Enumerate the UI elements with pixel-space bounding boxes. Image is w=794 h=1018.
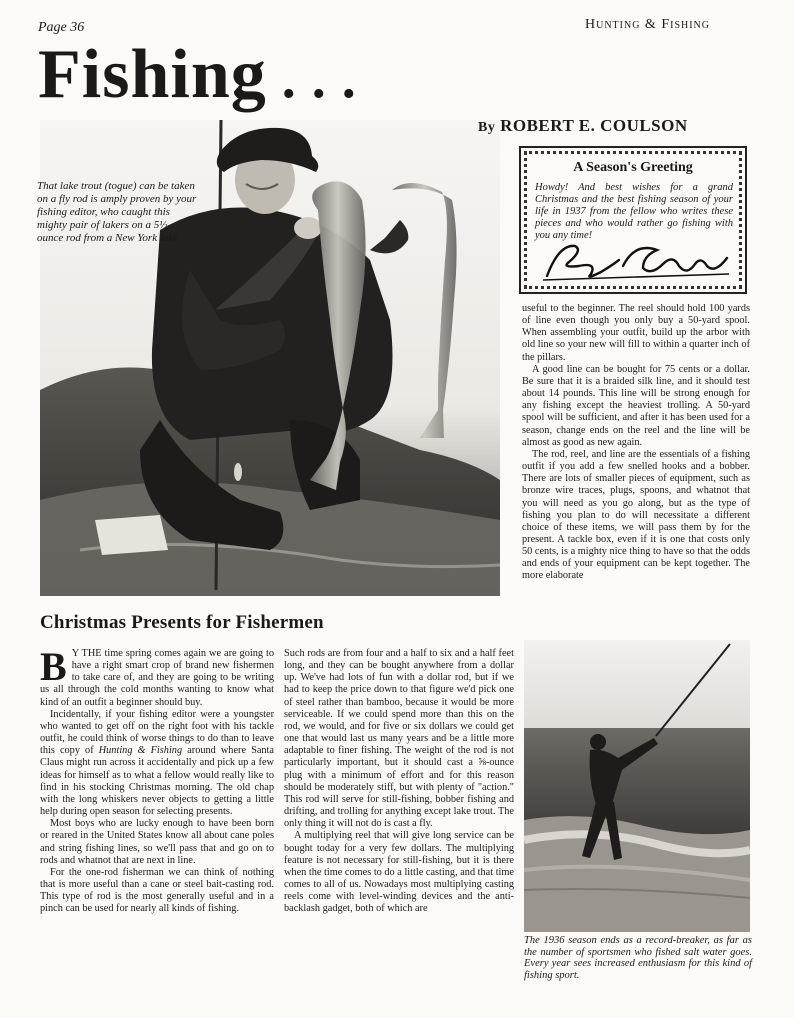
greeting-title: A Season's Greeting — [573, 160, 693, 175]
main-photo-caption: That lake trout (togue) can be taken on a fly rod is amply proven by your fishing editor, who caught this mighty pair of lakers on a 5½-ounce rod from a New York lake — [37, 180, 197, 244]
body-paragraph: A good line can be bought for 75 cents or a dollar. Be sure that it is a braided silk line, and it should test about 14 pounds. This line will be strong enough for any fishing except the heaviest trolling. A 50-yard spool will be sufficient, and after it has been used for a season, change ends on the reel and the line will be almost as good as new again. — [522, 363, 750, 448]
right-column-text — [522, 303, 750, 583]
beach-photo — [524, 640, 750, 932]
p2-text: Incidentally, if your fishing editor were a youngster who wanted to get off on the right foot with his tackle outfit, he could think of worse things to do than to leave this copy of — [40, 708, 274, 757]
middle-column-text — [284, 648, 514, 915]
p2-text-rest: around where Santa Claus might run across it accidentally and pick up a few ideas for himself as to what a fellow would really like to find in his stocking Christmas morning. The old chap with the long whiskers never objects to getting a little help during open season for selecting presents. — [40, 745, 274, 818]
body-paragraph — [40, 709, 274, 818]
lead-smallcaps: Y THE — [71, 648, 102, 659]
body-paragraph: The rod, reel, and line are the essentials of a fishing outfit if you add a few snelled hooks and a bobber. There are lots of smaller pieces of equipment, such as bronze wire traces, plugs, spoons, and whatnot that you will need as you go along, but as the type of fishing you plan to do will necessitate a different choice of these items, we will pass them by for the present. A tackle box, even if it is one that costs only 50 cents, is a mighty nice thing to have so that the odds and ends of your equipment can be kept together. The more elaborate — [522, 448, 750, 582]
article-title-word: Fishing — [38, 36, 267, 113]
byline-prefix: By — [478, 120, 496, 135]
body-paragraph: Such rods are from four and a half to six and a half feet long, and they can be bought anywhere from a dollar up. We've had lots of fun with a dollar rod, but if we had to keep the price down to that figure we'd pick one of steel rather than bamboo, because it would be more serviceable. If we could spend more than this on the rod, we would, and for five or six dollars we could get one that would last us many years and be a little more adaptable to finer fishing. The weight of the rod is not particularly important, but it should cast a ⅝-ounce plug with a minimum of effort and for this reason should be moderately stiff, but with plenty of "action." This rod will serve for still-fishing, bobber fishing and drifting, and trolling for anything except lake trout. The only thing it will not do is cast a fly. — [284, 648, 514, 830]
author-signature-icon — [539, 236, 735, 284]
page-number: Page 36 — [38, 20, 85, 35]
body-paragraph: useful to the beginner. The reel should hold 100 yards of line even though you only buy a 50-yard spool. When assembling your outfit, build up the arbor with old line so your new will fill to within a quarter inch of the pillars. — [522, 303, 750, 363]
season-greeting-box — [519, 146, 747, 294]
body-paragraph: For the one-rod fisherman we can think of nothing that is more useful than a cane or steel bait-casting rod. This type of rod is the most generally useful and in a pinch can be used for nearly all kinds of fishing. — [40, 866, 274, 915]
body-paragraph: Most boys who are lucky enough to have been born or reared in the United States know all about cane poles and string fishing lines, so we'll pass that and go on to rods and whatnot that are next in line. — [40, 818, 274, 866]
article-title — [38, 36, 357, 113]
magazine-name: Hunting & Fishing — [585, 17, 710, 32]
section-heading: Christmas Presents for Fishermen — [40, 612, 324, 633]
beach-photo-caption: The 1936 season ends as a record-breaker, as far as the number of sportsmen who fished salt water goes. Every year sees increased enthusiasm for this kind of fishing sport. — [524, 935, 752, 981]
author-name: ROBERT E. COULSON — [500, 116, 688, 135]
lead-text: time spring comes again we are going to have a right smart crop of brand new fishermen to take care of, and they are going to be writing us all through the cold months wanting to know what kind of an outfit a beginner should buy. — [40, 648, 274, 708]
article-title-ellipsis: . . . — [266, 48, 357, 110]
surf-caster-photo-illustration — [524, 640, 750, 932]
body-paragraph — [40, 644, 274, 709]
drop-cap: B — [40, 644, 67, 689]
body-paragraph: A multiplying reel that will give long service can be bought today for a very few dollars. The multiplying feature is not necessary for still-fishing, but it is there when the time comes to do a little casting, and that time comes to all of us. Nowadays most multiplying casting reels come with level-winding devices and the anti-backlash gadget, both of which are — [284, 830, 514, 915]
magazine-reference: Hunting & Fishing — [98, 745, 183, 757]
left-column-text — [40, 644, 274, 915]
greeting-text: Howdy! And best wishes for a grand Christmas and the best fishing season of your life in 1937 from the fellow who writes these pieces and who would rather go fishing with you any time! — [535, 182, 733, 241]
byline — [478, 116, 688, 136]
